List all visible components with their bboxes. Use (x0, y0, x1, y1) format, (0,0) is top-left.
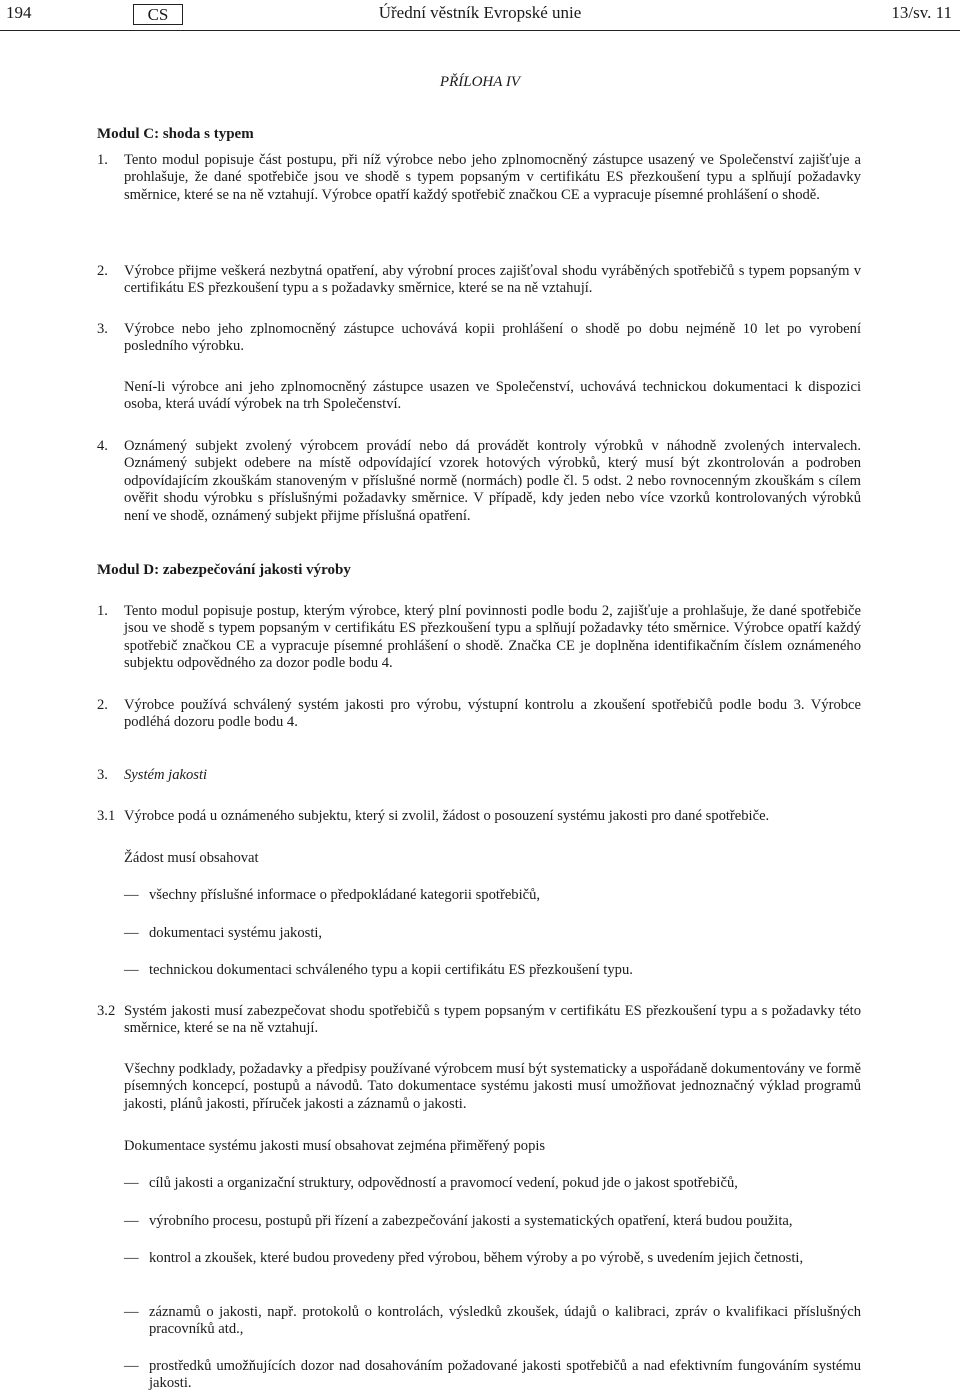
item-number: 3.1 (97, 808, 116, 824)
item-text: Výrobce nebo jeho zplnomocněný zástupce uchovává kopii prohlášení o shodě po dobu nejméně 10 let po vyrobení posledního výrobku. (124, 321, 861, 355)
item-text: Výrobce podá u oznámeného subjektu, který si zvolil, žádost o posouzení systému jakosti pro dané spotřebiče. (124, 808, 770, 824)
list-item-text: dokumentaci systému jakosti, (149, 925, 323, 941)
dash-bullet: — (124, 1358, 139, 1374)
module-d-item-3-2 (97, 1003, 861, 1038)
language-badge: CS (133, 4, 183, 25)
list-item (124, 1358, 861, 1393)
item-number: 3. (97, 767, 108, 783)
module-c-item-2 (97, 263, 861, 298)
item-number: 3.2 (97, 1003, 116, 1019)
list-item-text: cílů jakosti a organizační struktury, odpovědností a pravomocí vedení, pokud jde o jakost spotřebičů, (149, 1175, 738, 1191)
list-item (124, 887, 861, 904)
list-item (124, 925, 861, 942)
item-text: Tento modul popisuje část postupu, při níž výrobce nebo jeho zplnomocněný zástupce usazený ve Společenství zajišťuje a prohlašuje, že dané spotřebiče jsou ve shodě s typem popsaným v certifikátu ES přezkoušení typu a splňují požadavky směrnice, které se na ně vztahují. Výrobce opatří každý spotřebič značkou CE a vypracuje písemné prohlášení o shodě. (124, 152, 861, 203)
dash-bullet: — (124, 1213, 139, 1229)
list-item (124, 1250, 861, 1267)
page-number: 194 (6, 3, 32, 22)
list-item (124, 1175, 861, 1192)
module-c-item-4 (97, 438, 861, 525)
module-d-item-2 (97, 697, 861, 732)
item-number: 1. (97, 152, 108, 168)
list-item (124, 962, 861, 979)
item-number: 3. (97, 321, 108, 337)
journal-title: Úřední věstník Evropské unie (378, 3, 582, 22)
dash-bullet: — (124, 962, 139, 978)
item-text: Výrobce přijme veškerá nezbytná opatření, aby výrobní proces zajišťoval shodu vyráběných spotřebičů s typem popsaným v certifikátu ES přezkoušení typu a s požadavky směrnice, které se na ně vztahují. (124, 263, 861, 297)
dash-bullet: — (124, 1304, 139, 1320)
module-c-item-1 (97, 152, 861, 204)
module-c-item-3 (97, 321, 861, 356)
list-item (124, 1213, 861, 1230)
module-c-item-3-continuation: Není-li výrobce ani jeho zplnomocněný zástupce usazen ve Společenství, uchovává technickou dokumentaci k dispozici osoba, která uvádí výrobek na trh Společenství. (124, 379, 861, 413)
module-d-item-3 (97, 767, 861, 784)
contents-intro: Dokumentace systému jakosti musí obsahovat zejména přiměřený popis (124, 1138, 546, 1154)
list-item-text: všechny příslušné informace o předpokládané kategorii spotřebičů, (149, 887, 541, 903)
item-text: Výrobce používá schválený systém jakosti pro výrobu, výstupní kontrolu a zkoušení spotřebičů podle bodu 3. Výrobce podléhá dozoru podle bodu 4. (124, 697, 861, 731)
annex-title: PŘÍLOHA IV (439, 74, 521, 90)
module-c-title: Modul C: shoda s typem (97, 126, 254, 142)
item-text: Systém jakosti musí zabezpečovat shodu spotřebičů s typem popsaným v certifikátu ES přezkoušení typu a s požadavky této směrnice, které se na ně vztahují. (124, 1003, 861, 1037)
application-intro: Žádost musí obsahovat (124, 850, 259, 866)
section-heading-quality-system: Systém jakosti (124, 767, 208, 783)
module-d-item-1 (97, 603, 861, 673)
list-item-text: technickou dokumentaci schváleného typu a kopii certifikátu ES přezkoušení typu. (149, 962, 633, 978)
list-item-text: prostředků umožňujících dozor nad dosahováním požadované jakosti spotřebičů a nad efektivním fungováním systému jakosti. (149, 1358, 861, 1392)
item-number: 1. (97, 603, 108, 619)
dash-bullet: — (124, 925, 139, 941)
documentation-paragraph: Všechny podklady, požadavky a předpisy používané výrobcem musí být systematicky a uspořádaně dokumentovány ve formě písemných koncepcí, postupů a návodů. Tato dokumentace systému jakosti musí umožňovat jednoznačný výklad programů jakosti, plánů jakosti, příruček jakosti a záznamů o jakosti. (124, 1061, 861, 1112)
module-d-title: Modul D: zabezpečování jakosti výroby (97, 562, 351, 578)
item-text: Tento modul popisuje postup, kterým výrobce, který plní povinnosti podle bodu 2, zajišťuje a prohlašuje, že dané spotřebiče jsou ve shodě s typem popsaným v certifikátu ES přezkoušení typu a splňují požadavky této směrnice. Výrobce opatří každý spotřebič značkou CE a vypracuje písemné prohlášení o shodě. Značka CE je doplněna identifikačním číslem oznámeného subjektu odpovědného za dozor podle bodu 4. (124, 603, 861, 672)
list-item-text: kontrol a zkoušek, které budou provedeny před výrobou, během výroby a po výrobě, s uvedením jejich četnosti, (149, 1250, 804, 1266)
item-number: 2. (97, 263, 108, 279)
item-number: 2. (97, 697, 108, 713)
module-d-item-3-1 (97, 808, 861, 825)
dash-bullet: — (124, 887, 139, 903)
list-item (124, 1304, 861, 1339)
list-item-text: výrobního procesu, postupů při řízení a zabezpečování jakosti a systematických opatření, která budou použita, (149, 1213, 793, 1229)
dash-bullet: — (124, 1250, 139, 1266)
item-text: Oznámený subjekt zvolený výrobcem provádí nebo dá provádět kontroly výrobků v náhodně zvolených intervalech. Oznámený subjekt odebere na místě odpovídající vzorek hotových výrobků, který musí být zkontrolován a podroben odpovídajícím zkouškám stanoveným v příslušné normě (normách) podle čl. 5 odst. 2 nebo rovnocenným zkouškám s cílem ověřit shodu výrobku s příslušnými požadavky směrnice. V případě, kdy jeden nebo více vzorků kontrolovaných výrobků není ve shodě, oznámený subjekt přijme příslušná opatření. (124, 438, 861, 524)
issue-number: 13/sv. 11 (891, 3, 952, 22)
dash-bullet: — (124, 1175, 139, 1191)
page-header (0, 0, 960, 31)
item-number: 4. (97, 438, 108, 454)
list-item-text: záznamů o jakosti, např. protokolů o kontrolách, výsledků zkoušek, údajů o kalibraci, zpráv o kvalifikaci příslušných pracovníků atd., (149, 1304, 861, 1338)
